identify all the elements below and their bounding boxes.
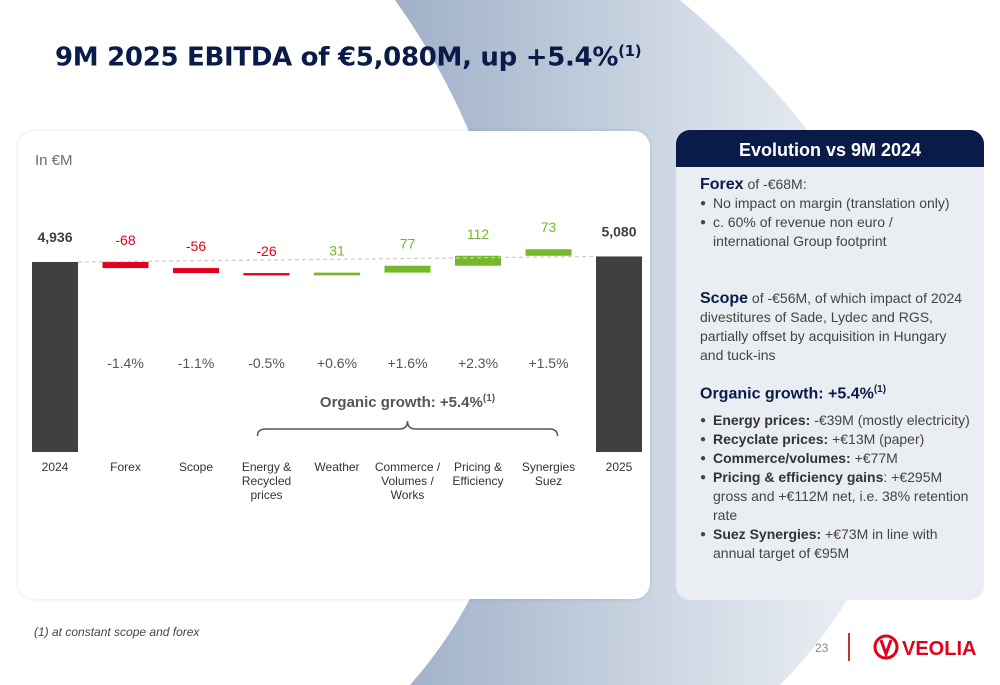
category-label: 2025 [605, 460, 633, 474]
forex-bullet: ● No impact on margin (translation only) [700, 194, 972, 213]
pct-label: -1.4% [107, 355, 144, 371]
organic-bullet: ● Energy prices: -€39M (mostly electricity) [700, 411, 972, 430]
panel-header: Evolution vs 9M 2024 [676, 130, 984, 167]
footer-divider [848, 633, 850, 661]
bar-value-label: 112 [466, 225, 490, 242]
category-label: Pricing & [453, 460, 503, 474]
waterfall-bar [103, 262, 149, 268]
organic-bullet: ● Commerce/volumes: +€77M [700, 449, 972, 468]
bar-value-label: 31 [329, 242, 345, 259]
pct-label: -1.1% [177, 355, 215, 371]
bar-value-label: 4,936 [37, 229, 73, 245]
scope-block: Scope of -€56M, of which impact of 2024 divestitures of Sade, Lydec and RGS, partially offset by acquisition in Hungary and tuck-ins [700, 290, 963, 363]
category-label: 2024 [41, 460, 69, 474]
pct-label: -0.5% [248, 355, 285, 371]
category-label: Weather [314, 460, 360, 474]
category-label: Forex [110, 460, 141, 474]
logo-wordmark: VEOLIA [902, 638, 976, 660]
category-label: Synergies [521, 460, 576, 474]
bar-value-label: -26 [256, 243, 277, 260]
waterfall-bar [32, 262, 78, 452]
organic-block [700, 380, 972, 563]
bar-value-label: -56 [185, 238, 207, 255]
category-label: Volumes / [381, 474, 434, 488]
pct-label: +1.5% [528, 355, 569, 371]
footnote: (1) at constant scope and forex [34, 625, 200, 639]
waterfall-bar [385, 266, 431, 273]
pct-label: +0.6% [316, 355, 358, 371]
category-label: prices [250, 488, 283, 502]
category-label: Suez [534, 474, 563, 488]
bar-value-label: -68 [115, 232, 136, 248]
veolia-logo [872, 630, 976, 664]
page-number: 23 [815, 641, 829, 655]
unit-label: In €M [35, 152, 73, 169]
waterfall-bar [244, 273, 290, 275]
bar-value-label: 77 [399, 235, 416, 252]
waterfall-bar [173, 268, 219, 273]
category-label: Energy & [241, 460, 292, 474]
organic-growth-label: Organic growth: +5.4%$^{(1)}$ [319, 393, 496, 411]
organic-bullet: ● Pricing & efficiency gains: +€295M gross and +€112M net, i.e. 38% retention rate [700, 468, 972, 525]
waterfall-bar [596, 256, 642, 452]
pct-label: +1.6% [387, 355, 428, 371]
scope-label: Scope [700, 290, 749, 307]
bar-value-label: 73 [540, 219, 557, 236]
waterfall-chart [18, 131, 650, 599]
page-title: 9M 2025 EBITDA of €5,080M, up +5.4%$^{(1)}$ [55, 42, 642, 73]
pct-label: +2.3% [457, 355, 499, 371]
category-label: Scope [178, 460, 214, 474]
forex-bullet: ● c. 60% of revenue non euro / international Group footprint [700, 213, 972, 251]
organic-heading: Organic growth: +5.4%$^{(1)}$ [700, 384, 887, 403]
forex-label: Forex [700, 176, 744, 193]
bar-value-label: 5,080 [601, 223, 637, 240]
organic-growth-sup: (1) [482, 393, 496, 404]
waterfall-bar [526, 249, 572, 256]
category-label: Commerce / [374, 460, 441, 474]
organic-bullet: ● Recyclate prices: +€13M (paper) [700, 430, 972, 449]
organic-bullet: ● Suez Synergies: +€73M in line with annual target of €95M [700, 525, 972, 563]
category-label: Recycled [241, 474, 292, 488]
category-label: Works [390, 488, 425, 502]
organic-brace [258, 421, 558, 436]
waterfall-bar [314, 273, 360, 276]
forex-block: Forex of -€68M: ● No impact on margin (translation only) ● c. 60% of revenue non euro / international Group footprint [700, 175, 972, 251]
category-label: Efficiency [452, 474, 504, 488]
